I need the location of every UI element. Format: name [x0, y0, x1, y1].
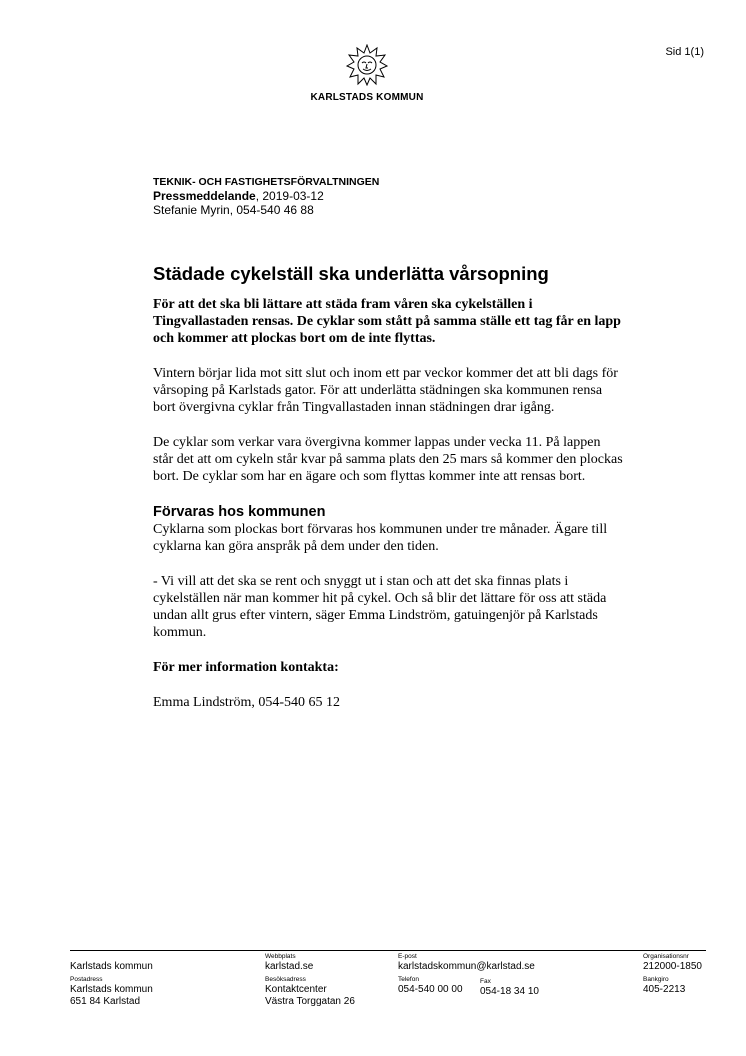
- telefon-label: Telefon: [398, 976, 419, 983]
- contact-heading: För mer information kontakta:: [153, 660, 339, 675]
- besoksadress-line-1: Kontaktcenter: [265, 984, 327, 995]
- orgnr-label: Organisationsnr: [643, 953, 689, 960]
- paragraph-3: Cyklarna som plockas bort förvaras hos kommunen under tre månader. Ägare till cyklarna kan göra anspråk på dem under den tiden.: [153, 522, 608, 554]
- postadress-line-2: 651 84 Karlstad: [70, 996, 141, 1007]
- fax-value: 054-18 34 10: [480, 986, 539, 997]
- footer-col-web: [265, 953, 355, 1008]
- department: TEKNIK- OCH FASTIGHETSFÖRVALTNINGEN: [153, 176, 380, 188]
- footer-col-org: [643, 953, 702, 996]
- logo-text: KARLSTADS KOMMUN: [310, 92, 424, 103]
- besoksadress-label: Besöksadress: [265, 976, 306, 983]
- postadress-line-1: Karlstads kommun: [70, 984, 153, 995]
- telefon-value: 054-540 00 00: [398, 984, 463, 995]
- bankgiro-value: 405-2213: [643, 984, 686, 995]
- webbplats-label: Webbplats: [265, 953, 296, 960]
- bankgiro-label: Bankgiro: [643, 976, 669, 983]
- press-line: [153, 189, 379, 203]
- press-date: , 2019-03-12: [255, 189, 324, 203]
- headline: Städade cykelställ ska underlätta vårsopning: [153, 263, 549, 284]
- logo: [303, 44, 431, 103]
- webbplats-link[interactable]: karlstad.se: [265, 961, 314, 972]
- footer-name: Karlstads kommun: [70, 961, 153, 972]
- contact-info: Emma Lindström, 054-540 65 12: [153, 695, 341, 710]
- orgnr-value: 212000-1850: [643, 961, 702, 972]
- author-line: Stefanie Myrin, 054-540 46 88: [153, 203, 314, 217]
- fax-label: Fax: [480, 978, 491, 985]
- subheading: Förvaras hos kommunen: [153, 504, 326, 520]
- footer-col-address: [70, 953, 153, 1008]
- footer-col-fax: [480, 978, 539, 998]
- press-label: Pressmeddelande: [153, 189, 256, 203]
- epost-label: E-post: [398, 953, 417, 960]
- paragraph-4: - Vi vill att det ska se rent och snyggt ut i stan och att det ska finnas plats i cykelställen när man kommer hit på cykel. Och så blir det lättare för oss att städa undan allt grus efter vintern, säger Emma Lindström, gatuingenjör på Karlstads kommun.: [153, 574, 607, 640]
- besoksadress-line-2: Västra Torggatan 26: [265, 996, 355, 1007]
- postadress-label: Postadress: [70, 976, 103, 983]
- footer: [70, 953, 706, 1023]
- epost-link[interactable]: karlstadskommun@karlstad.se: [398, 961, 535, 972]
- paragraph-2: De cyklar som verkar vara övergivna kommer lappas under vecka 11. På lappen står det att om cykeln står kvar på samma plats den 25 mars så kommer den plockas bort. De cyklar som har en ägare och som flyttas kommer inte att rensas bort.: [153, 435, 623, 484]
- article: [153, 262, 623, 729]
- lead-paragraph: För att det ska bli lättare att städa fram våren ska cykelställen i Tingvallastaden rensas. De cyklar som stått på samma ställe ett tag får en lapp och kommer att plockas bort om de inte flyttas.: [153, 297, 621, 346]
- page-number: Sid 1(1): [665, 46, 704, 58]
- paragraph-1: Vintern börjar lida mot sitt slut och inom ett par veckor kommer det att bli dags för vårsoping på Karlstads gator. För att underlätta städningen ska kommunen rensa bort övergivna cyklar från Tingvallastaden innan städningen drar igång.: [153, 366, 618, 415]
- press-meta: [153, 175, 379, 217]
- sun-logo-icon: [346, 44, 388, 86]
- footer-divider: [70, 950, 706, 951]
